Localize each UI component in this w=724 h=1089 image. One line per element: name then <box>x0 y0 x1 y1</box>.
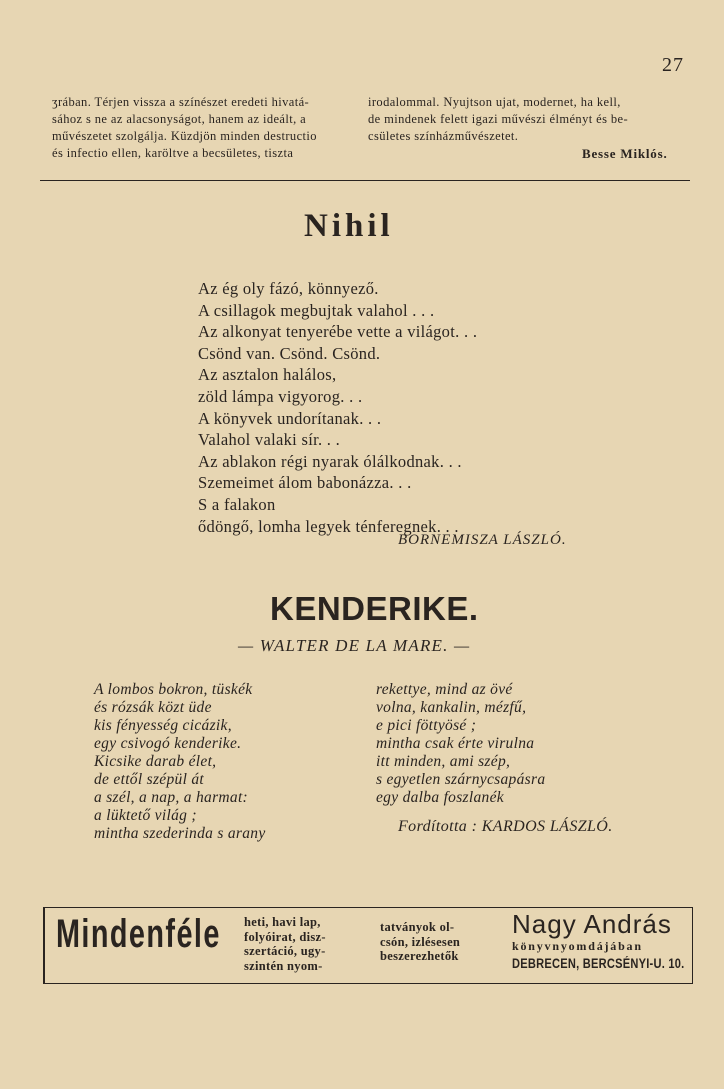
stanza-left-column <box>94 681 266 843</box>
poem-line: zöld lámpa vigyorog. . . <box>198 386 363 406</box>
second-poem-subtitle: — WALTER DE LA MARE. — <box>238 636 471 655</box>
stanza-line: és rózsák közt üde <box>94 699 212 716</box>
ad-line: szintén nyom- <box>244 958 323 973</box>
stanza-line: mintha csak érte virulna <box>376 735 535 752</box>
ad-line: szertáció, ugy- <box>244 944 326 958</box>
poem-body <box>198 278 477 537</box>
translator-credit: Fordította : KARDOS LÁSZLÓ. <box>398 818 613 835</box>
page-number: 27 <box>662 54 684 76</box>
ad-line: folyóirat, disz- <box>244 929 326 944</box>
ad-text-column-1 <box>244 915 326 973</box>
ad-line: heti, havi lap, <box>244 915 321 929</box>
intro-right-column <box>368 94 698 145</box>
section-divider <box>40 180 690 181</box>
poem-line: Az ég oly fázó, könnyező. <box>198 279 379 298</box>
poem-line: A könyvek undorítanak. . . <box>198 408 382 428</box>
stanza-line: rekettye, mind az övé <box>376 681 513 698</box>
stanza-line: a lüktető világ ; <box>94 807 197 824</box>
stanza-line: s egyetlen szárnycsapásra <box>376 771 546 788</box>
poem-line: Az asztalon halálos, <box>198 365 337 385</box>
stanza-line: Kicsike darab élet, <box>94 753 217 770</box>
poem-line: Valahol valaki sír. . . <box>198 430 341 450</box>
poem-line: Csönd van. Csönd. Csönd. <box>198 343 381 363</box>
second-poem-title: KENDERIKE. <box>270 590 479 627</box>
intro-line: sához s ne az alacsonyságot, hanem az ideált, a <box>52 112 307 126</box>
stanza-line: egy csivogó kenderike. <box>94 735 242 752</box>
ad-printer-name: Nagy András <box>512 909 672 939</box>
intro-line: művészetet szolgálja. Küzdjön minden destructio <box>52 129 317 143</box>
poem-line: Az ablakon régi nyarak ólálkodnak. . . <box>198 451 462 471</box>
stanza-line: volna, kankalin, mézfű, <box>376 699 527 716</box>
intro-left-column <box>52 94 352 162</box>
intro-line: és infectio ellen, karöltve a becsületes, tiszta <box>52 146 294 160</box>
stanza-line: kis fényesség cicázik, <box>94 717 232 734</box>
poem-author: BORNEMISZA LÁSZLÓ. <box>398 532 567 548</box>
stanza-line: e pici föttyösé ; <box>376 717 477 734</box>
stanza-line: itt minden, ami szép, <box>376 753 511 770</box>
intro-line: ʒrában. Térjen vissza a színészet eredeti hivatá- <box>52 95 310 109</box>
poem-line: A csillagok megbujtak valahol . . . <box>198 300 435 320</box>
ad-box-left-edge <box>43 908 45 983</box>
stanza-line: de ettől szépül át <box>94 771 205 788</box>
ad-printer-shop: könyvnyomdájában <box>512 939 643 953</box>
poem-line: Szemeimet álom babonázza. . . <box>198 473 412 493</box>
ad-line: tatványok ol- <box>380 920 455 934</box>
intro-line: csületes színházművészetet. <box>368 129 519 143</box>
ad-line: beszerezhetők <box>380 949 459 963</box>
article-signature: Besse Miklós. <box>582 146 668 161</box>
intro-line: de mindenek felett igazi művészi élményt és be- <box>368 112 629 126</box>
poem-line: Az alkonyat tenyerébe vette a világot. . . <box>198 322 478 342</box>
stanza-right-column <box>376 681 545 807</box>
ad-line: csón, izlésesen <box>380 934 461 949</box>
ad-headline: Mindenféle <box>56 912 221 956</box>
poem-line: ődöngő, lomha legyek ténferegnek. . . <box>198 516 459 536</box>
ad-printer-address: DEBRECEN, BERCSÉNYI-U. 10. <box>512 956 685 971</box>
stanza-line: A lombos bokron, tüskék <box>94 681 253 698</box>
poem-title: Nihil <box>304 208 394 244</box>
ad-text-column-2 <box>380 920 460 964</box>
stanza-line: a szél, a nap, a harmat: <box>94 789 249 806</box>
stanza-line: mintha szederinda s arany <box>94 825 266 842</box>
intro-line: irodalommal. Nyujtson ujat, modernet, ha kell, <box>368 95 621 109</box>
poem-line: S a falakon <box>198 494 276 514</box>
ad-box-right-edge <box>692 908 694 983</box>
stanza-line: egy dalba foszlanék <box>376 789 504 806</box>
